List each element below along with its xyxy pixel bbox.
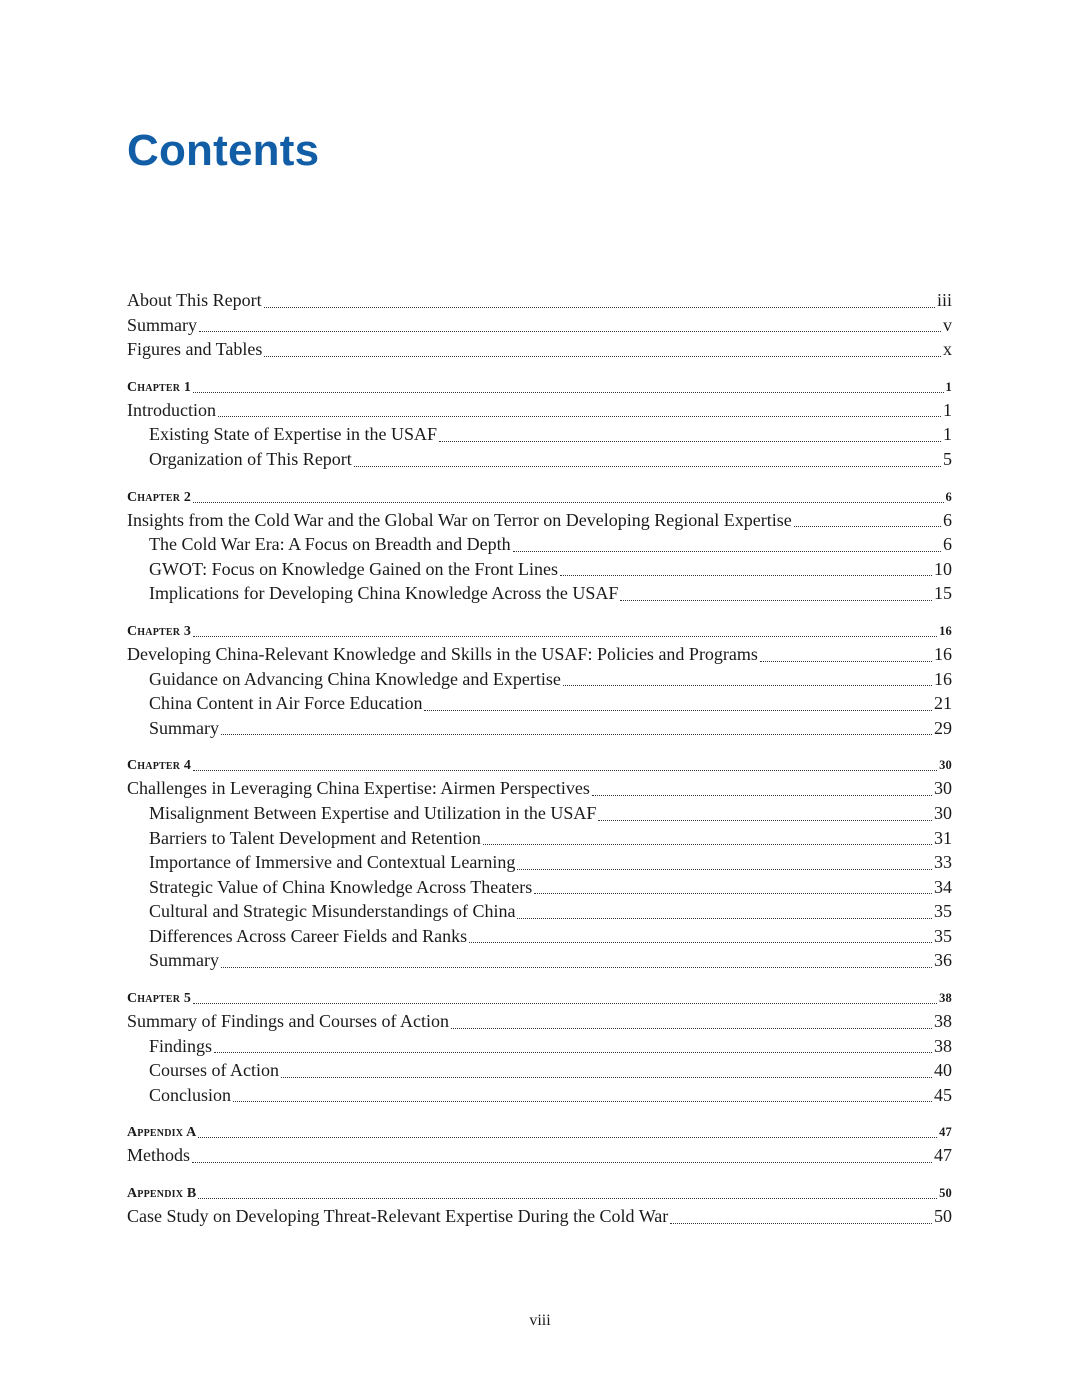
dot-leader [218, 416, 941, 417]
toc-entry-label: Appendix B [127, 1186, 197, 1202]
dot-leader [214, 1052, 932, 1053]
toc-subsection-item[interactable] [127, 557, 952, 582]
toc-chapter-title[interactable] [127, 642, 952, 667]
toc-chapter-title[interactable] [127, 1204, 952, 1229]
toc-entry-label: GWOT: Focus on Knowledge Gained on the Front Lines [149, 558, 559, 579]
toc-entry-label: Implications for Developing China Knowledge Across the USAF [149, 583, 619, 604]
toc-subsection-item[interactable] [127, 899, 952, 924]
toc-subsection-item[interactable] [127, 924, 952, 949]
dot-leader [451, 1028, 932, 1029]
toc-page-number: 47 [934, 1145, 952, 1166]
dot-leader [221, 967, 932, 968]
toc-front-matter-item[interactable] [127, 288, 952, 313]
dot-leader [264, 356, 941, 357]
toc-chapter-heading[interactable] [127, 620, 952, 642]
dot-leader [563, 685, 932, 686]
toc-page-number: 16 [934, 668, 952, 689]
toc-page-number: 47 [939, 1125, 952, 1140]
toc-subsection-item[interactable] [127, 532, 952, 557]
toc-entry-label: Challenges in Leveraging China Expertise: Airmen Perspectives [127, 778, 590, 799]
toc-entry-label: Case Study on Developing Threat-Relevant Expertise During the Cold War [127, 1206, 669, 1227]
dot-leader [483, 844, 932, 845]
toc-entry-label: Figures and Tables [127, 339, 263, 360]
dot-leader [598, 820, 932, 821]
toc-page-number: 50 [934, 1206, 952, 1227]
dot-leader [794, 526, 941, 527]
toc-entry-label: Barriers to Talent Development and Retention [149, 827, 481, 848]
toc-entry-label: Summary [127, 314, 197, 335]
dot-leader [534, 893, 932, 894]
toc-chapter-heading[interactable] [127, 1121, 952, 1143]
dot-leader [281, 1077, 932, 1078]
toc-chapter-heading[interactable] [127, 376, 952, 398]
toc-subsection-item[interactable] [127, 875, 952, 900]
dot-leader [192, 1162, 932, 1163]
dot-leader [193, 770, 937, 771]
dot-leader [469, 942, 932, 943]
table-of-contents [127, 288, 952, 1229]
toc-subsection-item[interactable] [127, 716, 952, 741]
toc-entry-label: Courses of Action [149, 1060, 279, 1081]
toc-page-number: 30 [934, 802, 952, 823]
dot-leader [193, 1003, 937, 1004]
toc-page-number: 33 [934, 852, 952, 873]
toc-chapter-title[interactable] [127, 1143, 952, 1168]
dot-leader [193, 636, 937, 637]
toc-page-number: 29 [934, 717, 952, 738]
toc-entry-label: Chapter 5 [127, 991, 192, 1007]
toc-page-number: 30 [934, 778, 952, 799]
toc-page-number: 50 [939, 1186, 952, 1201]
toc-entry-label: The Cold War Era: A Focus on Breadth and Depth [149, 534, 511, 555]
page-number: viii [529, 1312, 551, 1329]
toc-entry-label: Methods [127, 1145, 190, 1166]
toc-entry-label: Cultural and Strategic Misunderstandings of China [149, 901, 516, 922]
toc-subsection-item[interactable] [127, 801, 952, 826]
toc-front-matter-item[interactable] [127, 337, 952, 362]
dot-leader [592, 795, 932, 796]
toc-subsection-item[interactable] [127, 581, 952, 606]
toc-entry-label: Organization of This Report [149, 448, 352, 469]
dot-leader [620, 600, 932, 601]
toc-chapter-heading[interactable] [127, 754, 952, 776]
toc-entry-label: Introduction [127, 399, 216, 420]
toc-page-number: 6 [943, 534, 952, 555]
dot-leader [193, 392, 943, 393]
toc-front-matter-item[interactable] [127, 313, 952, 338]
dot-leader [264, 307, 935, 308]
toc-entry-label: Summary [149, 717, 219, 738]
toc-page-number: 1 [943, 399, 952, 420]
toc-page-number: 38 [934, 1011, 952, 1032]
toc-page-number: 31 [934, 827, 952, 848]
toc-page-number: 16 [934, 643, 952, 664]
toc-page-number: 30 [939, 758, 952, 773]
toc-page-number: 38 [934, 1035, 952, 1056]
toc-chapter-title[interactable] [127, 776, 952, 801]
toc-subsection-item[interactable] [127, 667, 952, 692]
dot-leader [513, 551, 941, 552]
dot-leader [517, 918, 932, 919]
toc-chapter-title[interactable] [127, 398, 952, 423]
toc-entry-label: China Content in Air Force Education [149, 693, 423, 714]
toc-entry-label: Appendix A [127, 1125, 197, 1141]
dot-leader [670, 1223, 932, 1224]
dot-leader [233, 1101, 932, 1102]
toc-chapter-heading[interactable] [127, 1182, 952, 1204]
toc-entry-label: Chapter 4 [127, 758, 192, 774]
toc-entry-label: Developing China-Relevant Knowledge and Skills in the USAF: Policies and Programs [127, 643, 758, 664]
toc-subsection-item[interactable] [127, 948, 952, 973]
toc-entry-label: Guidance on Advancing China Knowledge and Expertise [149, 668, 561, 689]
toc-page-number: v [943, 314, 952, 335]
page-title: Contents [127, 126, 320, 175]
dot-leader [193, 502, 943, 503]
dot-leader [760, 661, 932, 662]
toc-entry-label: Importance of Immersive and Contextual Learning [149, 852, 516, 873]
toc-entry-label: Conclusion [149, 1084, 232, 1105]
toc-subsection-item[interactable] [127, 1034, 952, 1059]
toc-page-number: 35 [934, 901, 952, 922]
toc-subsection-item[interactable] [127, 447, 952, 472]
toc-entry-label: Summary of Findings and Courses of Action [127, 1011, 449, 1032]
toc-subsection-item[interactable] [127, 422, 952, 447]
toc-entry-label: About This Report [127, 290, 262, 310]
toc-subsection-item[interactable] [127, 1083, 952, 1108]
toc-subsection-item[interactable] [127, 826, 952, 851]
toc-page-number: 6 [945, 489, 952, 504]
toc-entry-label: Chapter 3 [127, 623, 192, 639]
toc-entry-label: Chapter 2 [127, 489, 192, 505]
toc-page-number: 40 [934, 1060, 952, 1081]
toc-entry-label: Existing State of Expertise in the USAF [149, 424, 437, 445]
toc-page-number: x [943, 339, 952, 360]
toc-page-number: 1 [945, 379, 952, 394]
toc-entry-label: Insights from the Cold War and the Global War on Terror on Developing Regional Expertise [127, 509, 792, 530]
dot-leader [354, 466, 941, 467]
toc-chapter-title[interactable] [127, 1009, 952, 1034]
toc-subsection-item[interactable] [127, 691, 952, 716]
dot-leader [424, 710, 932, 711]
toc-subsection-item[interactable] [127, 1058, 952, 1083]
dot-leader [560, 575, 932, 576]
toc-entry-label: Strategic Value of China Knowledge Across Theaters [149, 876, 533, 897]
toc-page-number: 15 [934, 583, 952, 604]
dot-leader [221, 734, 932, 735]
toc-chapter-heading[interactable] [127, 486, 952, 508]
toc-page-number: 45 [934, 1084, 952, 1105]
dot-leader [517, 869, 932, 870]
toc-page-number: 34 [934, 876, 952, 897]
toc-page-number: iii [936, 290, 952, 310]
toc-page-number: 35 [934, 925, 952, 946]
toc-page-number: 21 [934, 693, 952, 714]
toc-chapter-heading[interactable] [127, 987, 952, 1009]
dot-leader [198, 1198, 937, 1199]
toc-entry-label: Findings [149, 1035, 213, 1056]
dot-leader [439, 441, 941, 442]
dot-leader [199, 331, 941, 332]
toc-entry-label: Misalignment Between Expertise and Utilization in the USAF [149, 802, 597, 823]
toc-subsection-item[interactable] [127, 850, 952, 875]
toc-page-number: 36 [934, 950, 952, 971]
toc-entry-label: Chapter 1 [127, 379, 192, 395]
toc-page-number: 16 [939, 623, 952, 638]
toc-page-number: 6 [943, 509, 952, 530]
dot-leader [198, 1137, 937, 1138]
toc-entry-label: Summary [149, 950, 219, 971]
toc-entry-label: Differences Across Career Fields and Ranks [149, 925, 468, 946]
toc-page-number: 38 [939, 991, 952, 1006]
toc-page-number: 10 [934, 558, 952, 579]
toc-page-number: 5 [943, 448, 952, 469]
toc-page-number: 1 [943, 424, 952, 445]
toc-chapter-title[interactable] [127, 508, 952, 533]
